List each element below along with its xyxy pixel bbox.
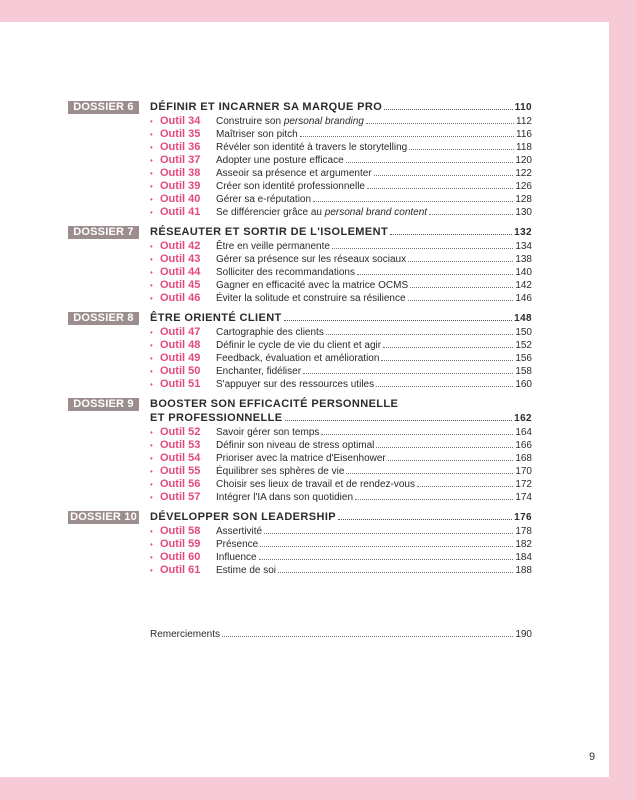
outil-title-text: Prioriser avec la matrice d'Eisenhower xyxy=(216,453,386,464)
dossier-label: DOSSIER 8 xyxy=(68,312,139,325)
outil-page: 170 xyxy=(515,466,532,477)
outil-title xyxy=(216,141,407,154)
outil-title xyxy=(216,452,386,465)
outil-number: Outil 60 xyxy=(160,551,201,563)
dot-leader xyxy=(326,334,513,335)
outil-title xyxy=(216,193,311,206)
outil-title xyxy=(216,240,330,253)
outil-title xyxy=(216,439,374,452)
outil-page: 134 xyxy=(515,241,532,252)
outil-title xyxy=(216,465,344,478)
outil-page: 158 xyxy=(515,366,532,377)
outil-title xyxy=(216,292,406,305)
outil-title-text: Enchanter, fidéliser xyxy=(216,366,302,377)
outil-row xyxy=(150,339,532,352)
dossier-title: DÉVELOPPER SON LEADERSHIP xyxy=(150,511,337,523)
outil-number: Outil 52 xyxy=(160,426,201,438)
outil-page: 152 xyxy=(515,340,532,351)
outil-list xyxy=(150,115,532,219)
outil-page: 146 xyxy=(515,293,532,304)
outil-number: Outil 59 xyxy=(160,538,201,550)
dossier-heading xyxy=(68,397,532,426)
dossier-title-wrap xyxy=(150,100,532,115)
outil-title-text: Cartographie des clients xyxy=(216,327,324,338)
outil-page: 130 xyxy=(515,207,532,218)
dot-leader xyxy=(374,175,514,176)
dot-leader xyxy=(321,434,513,435)
page-sheet xyxy=(0,22,609,777)
dot-leader xyxy=(303,373,513,374)
dossier-heading xyxy=(68,311,532,326)
bullet-icon: • xyxy=(150,480,153,489)
remerciements-label: Remerciements xyxy=(150,629,221,640)
outil-number: Outil 55 xyxy=(160,465,201,477)
outil-row xyxy=(150,279,532,292)
outil-title-text: Choisir ses lieux de travail et de rendez-vous xyxy=(216,479,415,490)
outil-number: Outil 38 xyxy=(160,167,201,179)
dot-leader xyxy=(357,274,513,275)
dossier-title-row xyxy=(150,100,532,115)
outil-title xyxy=(216,339,381,352)
outil-title xyxy=(216,491,353,504)
outil-row xyxy=(150,478,532,491)
dot-leader xyxy=(390,234,512,235)
outil-title xyxy=(216,378,374,391)
bullet-icon: • xyxy=(150,182,153,191)
outil-row xyxy=(150,180,532,193)
outil-number: Outil 53 xyxy=(160,439,201,451)
bullet-icon: • xyxy=(150,328,153,337)
outil-page: 164 xyxy=(515,427,532,438)
outil-title-text: Révéler son identité à travers le storytelling xyxy=(216,142,408,153)
outil-row xyxy=(150,365,532,378)
outil-title-text: Solliciter des recommandations xyxy=(216,267,355,278)
outil-page: 112 xyxy=(516,116,532,127)
dossier-block xyxy=(68,311,532,391)
remerciements-page: 190 xyxy=(515,629,532,640)
bullet-icon: • xyxy=(150,341,153,350)
bullet-icon: • xyxy=(150,268,153,277)
outil-page: 174 xyxy=(515,492,532,503)
outil-title-text: Se différencier grâce au xyxy=(216,207,325,218)
dossier-title-row xyxy=(150,411,532,426)
outil-title-text: Présence xyxy=(216,539,259,550)
outil-page: 168 xyxy=(515,453,532,464)
outil-title xyxy=(216,426,319,439)
outil-title xyxy=(216,365,301,378)
outil-page: 128 xyxy=(515,194,532,205)
bullet-icon: • xyxy=(150,441,153,450)
outil-title-text: Gérer sa présence sur les réseaux sociaux xyxy=(216,254,407,265)
outil-title xyxy=(216,253,406,266)
outil-row xyxy=(150,141,532,154)
bullet-icon: • xyxy=(150,493,153,502)
dot-leader xyxy=(285,420,513,421)
outil-number: Outil 39 xyxy=(160,180,201,192)
outil-title xyxy=(216,326,324,339)
dot-leader xyxy=(383,347,513,348)
dot-leader xyxy=(376,447,513,448)
outil-number: Outil 50 xyxy=(160,365,201,377)
dossier-title-row xyxy=(150,510,532,525)
bullet-icon: • xyxy=(150,540,153,549)
outil-list xyxy=(150,426,532,504)
outil-title xyxy=(216,167,372,180)
outil-number: Outil 58 xyxy=(160,525,201,537)
outil-row xyxy=(150,564,532,577)
dot-leader xyxy=(410,287,513,288)
outil-page: 126 xyxy=(515,181,532,192)
dossier-title: ET PROFESSIONNELLE xyxy=(150,412,283,424)
outil-title-text: Être en veille permanente xyxy=(216,241,330,252)
dot-leader xyxy=(381,360,513,361)
bullet-icon: • xyxy=(150,117,153,126)
outil-title-text: Savoir gérer son temps xyxy=(216,427,320,438)
outil-page: 140 xyxy=(515,267,532,278)
outil-title xyxy=(216,279,408,292)
outil-title-text: Estime de soi xyxy=(216,565,277,576)
outil-row xyxy=(150,154,532,167)
outil-number: Outil 44 xyxy=(160,266,201,278)
outil-page: 166 xyxy=(515,440,532,451)
dot-leader xyxy=(417,486,513,487)
outil-title xyxy=(216,154,344,167)
dossier-label: DOSSIER 6 xyxy=(68,101,139,114)
outil-page: 182 xyxy=(515,539,532,550)
outil-row xyxy=(150,525,532,538)
outil-row xyxy=(150,115,532,128)
outil-page: 142 xyxy=(515,280,532,291)
dossier-block xyxy=(68,225,532,305)
outil-number: Outil 40 xyxy=(160,193,201,205)
outil-page: 138 xyxy=(515,254,532,265)
outil-title-text: Équilibrer ses sphères de vie xyxy=(216,466,345,477)
outil-title xyxy=(216,128,298,141)
outil-row xyxy=(150,266,532,279)
outil-number: Outil 35 xyxy=(160,128,201,140)
outil-row xyxy=(150,326,532,339)
bullet-icon: • xyxy=(150,281,153,290)
outil-title xyxy=(216,266,355,279)
outil-row xyxy=(150,426,532,439)
dossier-page: 176 xyxy=(514,512,532,523)
dot-leader xyxy=(388,460,514,461)
outil-title xyxy=(216,115,364,128)
bullet-icon: • xyxy=(150,566,153,575)
outil-title xyxy=(216,478,415,491)
dossier-label: DOSSIER 9 xyxy=(68,398,139,411)
outil-title-text: Assertivité xyxy=(216,526,263,537)
outil-number: Outil 43 xyxy=(160,253,201,265)
outil-number: Outil 54 xyxy=(160,452,201,464)
outil-title-text: Feedback, évaluation et amélioration xyxy=(216,353,380,364)
dossier-page: 162 xyxy=(514,413,532,424)
dossier-title-wrap xyxy=(150,397,532,426)
outil-title xyxy=(216,551,257,564)
page-number: 9 xyxy=(589,751,596,763)
outil-title-text: Définir le cycle de vie du client et agir xyxy=(216,340,382,351)
outil-title xyxy=(216,538,258,551)
outil-row xyxy=(150,538,532,551)
dossier-title-line1: BOOSTER SON EFFICACITÉ PERSONNELLE xyxy=(150,398,399,410)
outil-number: Outil 36 xyxy=(160,141,201,153)
outil-row xyxy=(150,465,532,478)
dot-leader xyxy=(409,149,514,150)
dot-leader xyxy=(222,636,513,637)
outil-title-text: Asseoir sa présence et argumenter xyxy=(216,168,372,179)
dossier-title: DÉFINIR ET INCARNER SA MARQUE PRO xyxy=(150,101,383,113)
dot-leader xyxy=(300,136,514,137)
outil-row xyxy=(150,551,532,564)
outil-row xyxy=(150,352,532,365)
outil-title-text: Maîtriser son pitch xyxy=(216,129,298,140)
outil-row xyxy=(150,206,532,219)
dot-leader xyxy=(366,123,514,124)
dossier-title-wrap xyxy=(150,311,532,326)
outil-title-text: Intégrer l'IA dans son quotidien xyxy=(216,492,354,503)
outil-title-text: Gagner en efficacité avec la matrice OCMS xyxy=(216,280,409,291)
bullet-icon: • xyxy=(150,454,153,463)
remerciements-entry xyxy=(150,628,532,641)
outil-title xyxy=(216,180,365,193)
outil-page: 156 xyxy=(515,353,532,364)
outil-page: 120 xyxy=(515,155,532,166)
dot-leader xyxy=(355,499,513,500)
dossier-block xyxy=(68,100,532,219)
dossier-label: DOSSIER 10 xyxy=(68,511,139,524)
bullet-icon: • xyxy=(150,169,153,178)
outil-number: Outil 49 xyxy=(160,352,201,364)
outil-number: Outil 61 xyxy=(160,564,201,576)
outil-list xyxy=(150,326,532,391)
outil-row xyxy=(150,240,532,253)
outil-page: 118 xyxy=(516,142,532,153)
dossier-title: ÊTRE ORIENTÉ CLIENT xyxy=(150,312,282,324)
dot-leader xyxy=(264,533,513,534)
dossier-page: 148 xyxy=(514,313,532,324)
outil-title-text: Éviter la solitude et construire sa résilience xyxy=(216,293,406,304)
outil-page: 188 xyxy=(515,565,532,576)
outil-row xyxy=(150,452,532,465)
outil-number: Outil 51 xyxy=(160,378,201,390)
dossier-title-row xyxy=(150,225,532,240)
outil-number: Outil 45 xyxy=(160,279,201,291)
dossier-heading xyxy=(68,510,532,525)
outil-title xyxy=(216,564,276,577)
dot-leader xyxy=(408,300,514,301)
dossier-label: DOSSIER 7 xyxy=(68,226,139,239)
outil-row xyxy=(150,491,532,504)
outil-number: Outil 42 xyxy=(160,240,201,252)
bullet-icon: • xyxy=(150,428,153,437)
dot-leader xyxy=(284,320,512,321)
dossier-heading xyxy=(68,100,532,115)
outil-page: 122 xyxy=(515,168,532,179)
bullet-icon: • xyxy=(150,367,153,376)
outil-title-text: S'appuyer sur des ressources utiles xyxy=(216,379,375,390)
outil-number: Outil 56 xyxy=(160,478,201,490)
dossier-block xyxy=(68,397,532,504)
dot-leader xyxy=(332,248,513,249)
bullet-icon: • xyxy=(150,553,153,562)
dossier-block xyxy=(68,510,532,577)
dot-leader xyxy=(367,188,513,189)
dot-leader xyxy=(346,162,514,163)
outil-number: Outil 48 xyxy=(160,339,201,351)
outil-title xyxy=(216,352,379,365)
dot-leader xyxy=(408,261,513,262)
bullet-icon: • xyxy=(150,467,153,476)
outil-title-text: Adopter une posture efficace xyxy=(216,155,344,166)
outil-row xyxy=(150,439,532,452)
bullet-icon: • xyxy=(150,255,153,264)
dossier-title-wrap xyxy=(150,225,532,240)
outil-page: 178 xyxy=(515,526,532,537)
outil-title xyxy=(216,206,427,219)
dossier-page: 110 xyxy=(514,102,532,113)
outil-row xyxy=(150,128,532,141)
outil-title-text: Construire son xyxy=(216,116,284,127)
outil-row xyxy=(150,253,532,266)
outil-list xyxy=(150,240,532,305)
dot-leader xyxy=(376,386,513,387)
outil-title-text: Créer son identité professionnelle xyxy=(216,181,365,192)
dot-leader xyxy=(346,473,513,474)
bullet-icon: • xyxy=(150,143,153,152)
bullet-icon: • xyxy=(150,354,153,363)
outil-page: 116 xyxy=(516,129,532,140)
dossier-heading xyxy=(68,225,532,240)
dot-leader xyxy=(384,109,512,110)
dot-leader xyxy=(313,201,513,202)
outil-title-italic: personal branding xyxy=(283,116,364,127)
bullet-icon: • xyxy=(150,156,153,165)
bullet-icon: • xyxy=(150,208,153,217)
bullet-icon: • xyxy=(150,242,153,251)
outil-title-text: Définir son niveau de stress optimal xyxy=(216,440,375,451)
outil-number: Outil 37 xyxy=(160,154,201,166)
bullet-icon: • xyxy=(150,527,153,536)
outil-page: 172 xyxy=(515,479,532,490)
bullet-icon: • xyxy=(150,195,153,204)
outil-list xyxy=(150,525,532,577)
dossier-title-row xyxy=(150,311,532,326)
outil-row xyxy=(150,167,532,180)
outil-title-italic: personal brand content xyxy=(324,207,428,218)
bullet-icon: • xyxy=(150,294,153,303)
outil-title-text: Gérer sa e-réputation xyxy=(216,194,312,205)
outil-page: 184 xyxy=(515,552,532,563)
bullet-icon: • xyxy=(150,130,153,139)
outil-number: Outil 46 xyxy=(160,292,201,304)
dot-leader xyxy=(278,572,513,573)
outil-title-text: Influence xyxy=(216,552,257,563)
outil-number: Outil 47 xyxy=(160,326,201,338)
outil-number: Outil 34 xyxy=(160,115,201,127)
outil-row xyxy=(150,193,532,206)
outil-number: Outil 57 xyxy=(160,491,201,503)
table-of-contents xyxy=(68,100,532,582)
outil-page: 160 xyxy=(515,379,532,390)
dossier-page: 132 xyxy=(514,227,532,238)
outil-row xyxy=(150,292,532,305)
dot-leader xyxy=(259,559,514,560)
bullet-icon: • xyxy=(150,380,153,389)
outil-row xyxy=(150,378,532,391)
outil-number: Outil 41 xyxy=(160,206,201,218)
outil-page: 150 xyxy=(515,327,532,338)
outil-title xyxy=(216,525,262,538)
dot-leader xyxy=(338,519,512,520)
dot-leader xyxy=(260,546,513,547)
dossier-title-wrap xyxy=(150,510,532,525)
dot-leader xyxy=(429,214,513,215)
dossier-title: RÉSEAUTER ET SORTIR DE L'ISOLEMENT xyxy=(150,226,389,238)
